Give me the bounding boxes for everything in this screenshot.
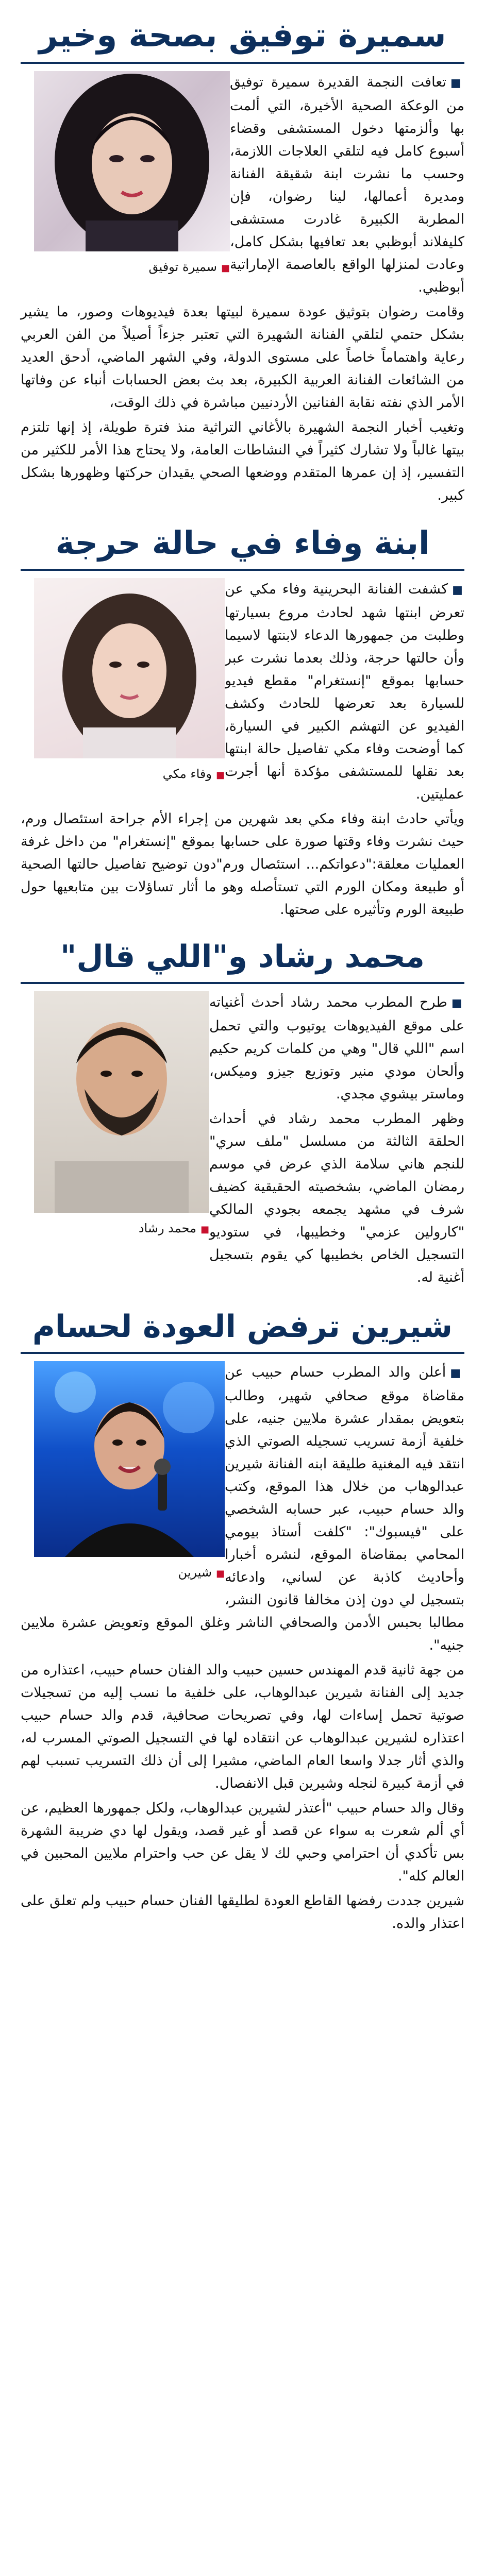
photo-figure [34, 578, 225, 787]
photo-caption: ■ شيرين [34, 1561, 225, 1585]
portrait-illustration [34, 71, 230, 251]
paragraph: وتغيب أخبار النجمة الشهيرة بالأغاني التراثية منذ فترة طويلة، إذ إنها تلتزم بيتها غالباً ولا تشارك كثيراً في النشاطات العامة، ولا يحتاج هذا الأمر للكثير من التفسير، إذ إن عمرها المتقدم ووضعها الصحي يقيدان حركتها وظهورها بشكل كبير. [21, 419, 464, 503]
divider [21, 569, 464, 571]
photo-figure [34, 71, 230, 280]
article-body [21, 71, 464, 507]
photo-figure [34, 1361, 225, 1585]
portrait-illustration [34, 578, 225, 758]
singer-photo [34, 578, 225, 758]
headline: ابنة وفاء في حالة حرجة [55, 524, 430, 562]
photo-figure [34, 991, 209, 1241]
photo-caption: ■ محمد رشاد [34, 1217, 209, 1241]
article-sherine [21, 1306, 464, 1935]
headline: شيرين ترفض العودة لحسام [32, 1309, 453, 1345]
portrait-illustration [34, 991, 209, 1213]
divider [21, 982, 464, 984]
paragraph: ■ تعافت النجمة القديرة سميرة توفيق من الوعكة الصحية الأخيرة، التي ألمت بها وألزمتها دخول المستشفى وقضاء أسبوع كامل فيه لتلقي العلاجات اللازمة، وحسب ما نشرت ابنة شقيقة الفنانة ومديرة أعمالها، لينا رضوان، فإن المطربة الكبيرة غادرت مستشفى كليفلاند أبوظبي بعد تعافيها بشكل كامل، وعادت لمنزلها الواقع بالعاصمة الإماراتية أبوظبي. [21, 71, 464, 299]
article-body [21, 991, 464, 1291]
paragraph: وظهر المطرب محمد رشاد في أحداث الحلقة الثالثة من مسلسل "ملف سري" للنجم هاني سلامة الذي عرض في موسم رمضان الماضي، بشخصيته الحقيقية كضيف شرف في مشهد يجمعه بجودي المالكي "كارولين عزمي" وخطيبها، في ستوديو التسجيل الخاص بخطيبها كي يقوم بتسجيل أغنية له. [209, 1111, 464, 1285]
headline: سميرة توفيق بصحة وخير [39, 16, 446, 55]
portrait-illustration [34, 1361, 225, 1557]
divider [21, 62, 464, 64]
paragraph: ■ طرح المطرب محمد رشاد أحدث أغنياته على موقع الفيديوهات يوتيوب والتي تحمل اسم "اللي قال" وهي من كلمات كريم حكيم وألحان مودي منير وتوزيع جيزو وميكس، وماستر بيشوي مجدي. [21, 991, 464, 1106]
paragraph: من جهة ثانية قدم المهندس حسين حبيب والد الفنان حسام حبيب، اعتذاره من جديد إلى الفنانة شيرين عبدالوهاب، على خلفية ما نسب إليه من تسجيلات صوتية تحمل إساءات لها، وفي تصريحات صحافية، قدم والد حسام حبيب اعتذاره لشيرين عبدالوهاب عن انتقاده لها في التسجيل الصوتي المسرب له، والذي أثار جدلا واسعا العام الماضي، مشيرا إلى أن ذلك التسريب تسبب لهم في أزمة كبيرة لنجله وشيرين قبل الانفصال. [21, 1662, 464, 1791]
article-body [21, 1361, 464, 1935]
paragraph: ■ كشفت الفنانة البحرينية وفاء مكي عن تعرض ابنتها شهد لحادث مروع بسيارتها وطلبت من جمهورها الدعاء لابنتها لاسيما وأن حالتها حرجة، وذلك بعدما نشرت عبر حسابها بموقع "إنستغرام" مقطع فيديو للسيارة بعد تعرضها للحادث وكشف الفيديو عن التهشم الكبير في السيارة، كما أوضحت وفاء مكي تفاصيل حالة ابنتها بعد نقلها للمستشفى مؤكدة أنها أجرت عمليتين. [21, 578, 464, 806]
article-mohamed-rashad [21, 936, 464, 1291]
paragraph: وقامت رضوان بتوثيق عودة سميرة لبيتها بعدة فيديوهات وصور، ما يشير بشكل حتمي لتلقي الفنانة الشهيرة التي تعتبر جزءاً أصيلاً من الفن العربي رعاية واهتماماً خاصاً على مستوى الدولة، وفي الشهر الماضي، أدحق العديد من الشائعات الفنانة العربية الكبيرة، بعد بث بعض الحسابات أنباء عن وفاتها الأمر الذي نفته نقابة الفنانين الأردنيين مباشرة في ذلك الوقت، [21, 304, 464, 411]
photo-caption: ■ سميرة توفيق [34, 256, 230, 280]
article-body [21, 578, 464, 921]
paragraph: شيرين جددت رفضها القاطع العودة لطليقها الفنان حسام حبيب ولم تعلق على اعتذار والده. [21, 1893, 464, 1931]
photo-caption: ■ وفاء مكي [34, 762, 225, 787]
divider [21, 1352, 464, 1354]
article-samira-tawfiq [21, 0, 464, 507]
paragraph: وقال والد حسام حبيب "أعتذر لشيرين عبدالوهاب، ولكل جمهورها العظيم، عن أي ألم شعرت به سواء عن قصد أو غير قصد، ويقول لها دي ضريبة الشهرة بس تأكدي أن احترامي وحبي لك لا يقل عن حب واحترام ملايين المحبين في العالم كله". [21, 1800, 464, 1884]
article-wafa-mekki [21, 521, 464, 921]
singer-photo [34, 991, 209, 1213]
headline: محمد رشاد و"اللي قال" [60, 939, 425, 975]
singer-photo [34, 71, 230, 251]
paragraph: ■ أعلن والد المطرب حسام حبيب عن مقاضاة موقع صحافي شهير، وطالب بتعويض بمقدار عشرة ملايين جنيه، على خلفية أزمة تسريب تسجيله الصوتي الذي انتقد فيه المغنية طليقة ابنه الفنانة شيرين عبدالوهاب من خلال هذا الموقع، وكتب والد حسام حبيب، عبر حسابه الشخصي على "فيسبوك": "كلفت أستاذ بيومي المحامي بمقاضاة الموقع، لنشره أخبارا وأحاديث كاذبة عن لساني، وادعائه بتسجيل لي دون إذن مخالفا قانون النشر، مطالبا بحبس الأدمن والصحافي الناشر وغلق الموقع وتعويض عشرة ملايين جنيه". [21, 1361, 464, 1657]
paragraph: ويأتي حادث ابنة وفاء مكي بعد شهرين من إجراء الأم جراحة استئصال ورم، حيث نشرت وفاء وقتها صورة على حسابها بموقع "إنستغرام" من داخل غرفة العمليات معلقة:"دعواتكم... استئصال ورم"دون توضيح تفاصيل حالتها الصحية أو طبيعة ومكان الورم التي تستأصله وهو ما أثار تساؤلات بين متابعيها حول طبيعة الورم وتأثيره على صحتها. [21, 811, 464, 918]
singer-photo [34, 1361, 225, 1557]
